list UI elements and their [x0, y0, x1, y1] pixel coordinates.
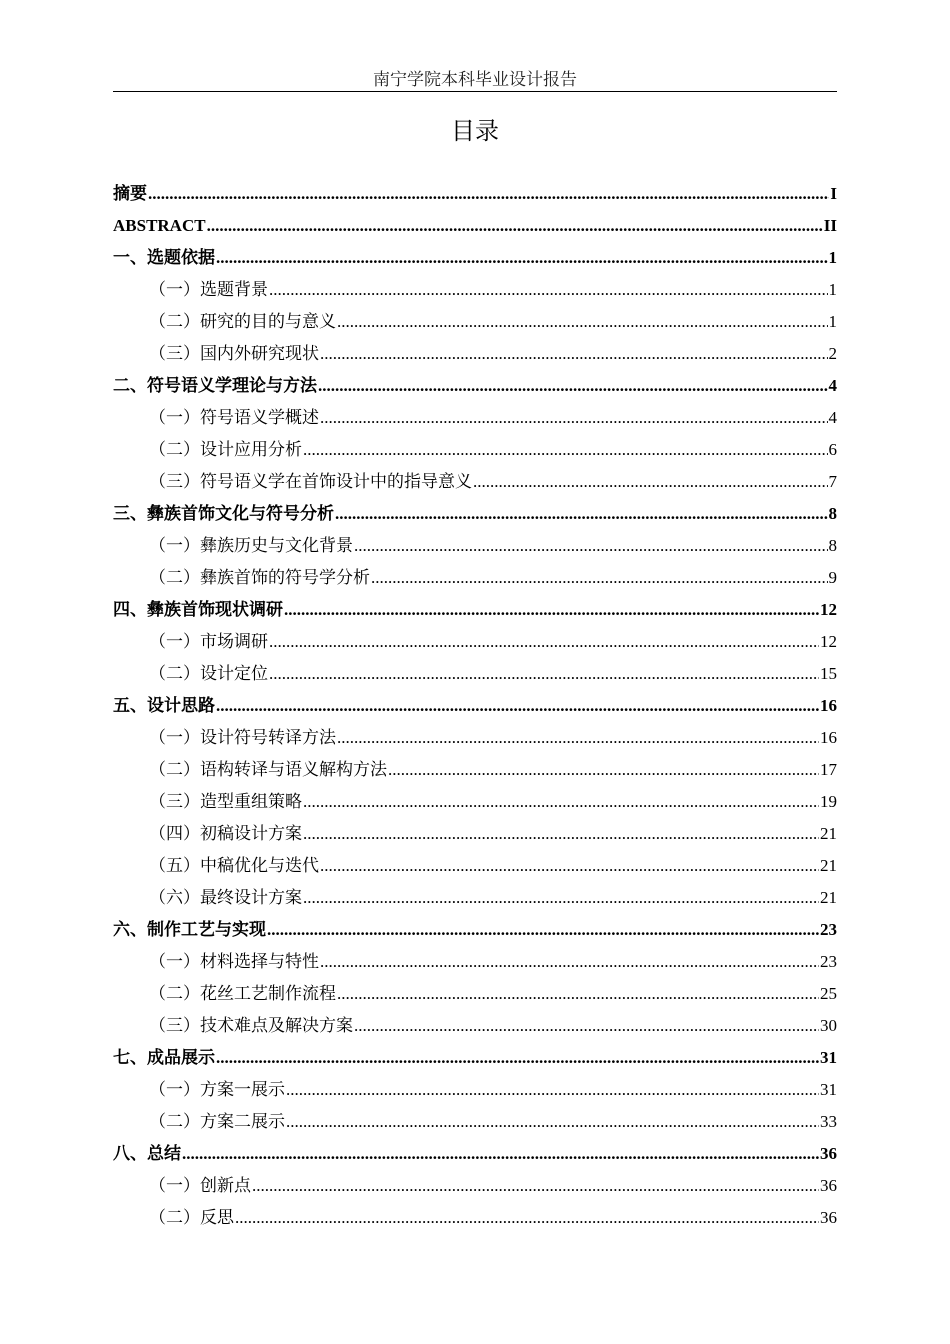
toc-entry-page: 16	[820, 696, 837, 715]
toc-entry-label: （二）反思	[149, 1208, 234, 1227]
toc-entry-page: II	[823, 216, 837, 235]
toc-entry[interactable]	[113, 1170, 837, 1202]
page-title: 目录	[451, 117, 499, 145]
toc-dot-leader	[267, 914, 819, 946]
toc-entry[interactable]	[113, 466, 837, 498]
toc-entry-page: 23	[820, 920, 837, 939]
toc-dot-leader	[320, 402, 828, 434]
toc-entry-page: 2	[828, 344, 837, 363]
toc-entry-label: （一）设计符号转译方法	[149, 728, 336, 747]
running-header: 南宁学院本科毕业设计报告	[373, 70, 577, 89]
toc-dot-leader	[303, 818, 819, 850]
toc-entry[interactable]	[113, 882, 837, 914]
toc-entry[interactable]	[113, 658, 837, 690]
toc-dot-leader	[269, 274, 828, 306]
toc-entry[interactable]	[113, 242, 837, 274]
toc-entry-page: 8	[828, 536, 837, 555]
toc-entry[interactable]	[113, 402, 837, 434]
toc-entry[interactable]	[113, 1010, 837, 1042]
toc-dot-leader	[216, 1042, 819, 1074]
toc-entry[interactable]	[113, 818, 837, 850]
toc-entry[interactable]	[113, 626, 837, 658]
toc-entry-page: I	[830, 184, 837, 203]
toc-entry[interactable]	[113, 210, 837, 242]
toc-entry-page: 1	[828, 280, 837, 299]
toc-entry-page: 36	[820, 1208, 837, 1227]
toc-dot-leader	[320, 338, 828, 370]
toc-entry[interactable]	[113, 978, 837, 1010]
toc-entry[interactable]	[113, 690, 837, 722]
toc-entry-label: （六）最终设计方案	[149, 888, 302, 907]
toc-entry[interactable]	[113, 850, 837, 882]
toc-entry-label: （一）市场调研	[149, 632, 268, 651]
toc-entry-label: （二）语构转译与语义解构方法	[149, 760, 387, 779]
toc-dot-leader	[320, 850, 819, 882]
toc-entry-label: 五、设计思路	[113, 696, 215, 715]
toc-entry[interactable]	[113, 786, 837, 818]
toc-dot-leader	[284, 594, 819, 626]
toc-entry-page: 15	[820, 664, 837, 683]
toc-entry-label: （一）创新点	[149, 1176, 251, 1195]
toc-dot-leader	[207, 210, 823, 242]
toc-entry[interactable]	[113, 1042, 837, 1074]
toc-entry[interactable]	[113, 1138, 837, 1170]
toc-entry-page: 30	[820, 1016, 837, 1035]
toc-dot-leader	[354, 530, 828, 562]
toc-entry[interactable]	[113, 306, 837, 338]
toc-dot-leader	[182, 1138, 819, 1170]
toc-entry[interactable]	[113, 914, 837, 946]
toc-dot-leader	[286, 1106, 819, 1138]
header-rule	[113, 91, 837, 92]
toc-entry[interactable]	[113, 754, 837, 786]
toc-entry-label: 二、符号语义学理论与方法	[113, 376, 317, 395]
toc-entry[interactable]	[113, 722, 837, 754]
toc-entry-label: （一）符号语义学概述	[149, 408, 319, 427]
toc-entry-label: （一）材料选择与特性	[149, 952, 319, 971]
toc-entry[interactable]	[113, 1106, 837, 1138]
toc-entry-page: 17	[820, 760, 837, 779]
toc-entry-page: 25	[820, 984, 837, 1003]
toc-entry-label: （五）中稿优化与迭代	[149, 856, 319, 875]
toc-dot-leader	[337, 722, 819, 754]
toc-entry-label: （一）选题背景	[149, 280, 268, 299]
toc-entry[interactable]	[113, 338, 837, 370]
toc-entry[interactable]	[113, 594, 837, 626]
toc-entry-page: 36	[820, 1176, 837, 1195]
toc-entry-label: （三）技术难点及解决方案	[149, 1016, 353, 1035]
toc-dot-leader	[473, 466, 828, 498]
toc-entry-label: 摘要	[113, 184, 147, 203]
toc-dot-leader	[335, 498, 828, 530]
toc-dot-leader	[235, 1202, 819, 1234]
toc-entry-label: 一、选题依据	[113, 248, 215, 267]
toc-dot-leader	[320, 946, 819, 978]
toc-dot-leader	[354, 1010, 819, 1042]
toc-dot-leader	[286, 1074, 819, 1106]
toc-entry-page: 12	[820, 632, 837, 651]
toc-entry-label: （二）设计应用分析	[149, 440, 302, 459]
toc-entry[interactable]	[113, 370, 837, 402]
toc-entry[interactable]	[113, 498, 837, 530]
toc-entry[interactable]	[113, 274, 837, 306]
toc-entry-label: ABSTRACT	[113, 216, 206, 235]
toc-entry-page: 16	[820, 728, 837, 747]
toc-entry[interactable]	[113, 1074, 837, 1106]
toc-entry-page: 9	[828, 568, 837, 587]
toc-entry[interactable]	[113, 1202, 837, 1234]
toc-entry-label: 六、制作工艺与实现	[113, 920, 266, 939]
toc-dot-leader	[337, 978, 819, 1010]
toc-dot-leader	[148, 178, 829, 210]
toc-entry-page: 4	[828, 408, 837, 427]
toc-entry-page: 23	[820, 952, 837, 971]
toc-dot-leader	[318, 370, 828, 402]
toc-entry-page: 31	[820, 1048, 837, 1067]
toc-entry-label: （三）造型重组策略	[149, 792, 302, 811]
toc-dot-leader	[303, 882, 819, 914]
toc-entry-page: 6	[828, 440, 837, 459]
toc-entry-page: 1	[828, 248, 837, 267]
toc-entry-label: （四）初稿设计方案	[149, 824, 302, 843]
toc-entry-label: （三）符号语义学在首饰设计中的指导意义	[149, 472, 472, 491]
toc-entry-page: 21	[820, 824, 837, 843]
toc-entry[interactable]	[113, 530, 837, 562]
toc-dot-leader	[252, 1170, 819, 1202]
toc-entry[interactable]	[113, 946, 837, 978]
toc-entry-label: 三、彝族首饰文化与符号分析	[113, 504, 334, 523]
toc-dot-leader	[269, 658, 819, 690]
toc-dot-leader	[216, 242, 828, 274]
toc-entry-label: （二）方案二展示	[149, 1112, 285, 1131]
toc-entry[interactable]	[113, 434, 837, 466]
toc-entry-page: 31	[820, 1080, 837, 1099]
toc-entry-label: （二）花丝工艺制作流程	[149, 984, 336, 1003]
toc-entry-label: （二）研究的目的与意义	[149, 312, 336, 331]
toc-entry-page: 33	[820, 1112, 837, 1131]
toc-dot-leader	[337, 306, 828, 338]
toc-entry[interactable]	[113, 562, 837, 594]
toc-entry-label: 八、总结	[113, 1144, 181, 1163]
toc-dot-leader	[388, 754, 819, 786]
toc-entry-page: 12	[820, 600, 837, 619]
toc-entry[interactable]	[113, 178, 837, 210]
toc-dot-leader	[269, 626, 819, 658]
toc-entry-page: 8	[828, 504, 837, 523]
toc-entry-page: 21	[820, 888, 837, 907]
toc-entry-page: 21	[820, 856, 837, 875]
toc-dot-leader	[216, 690, 819, 722]
toc-entry-page: 36	[820, 1144, 837, 1163]
toc-entry-label: （三）国内外研究现状	[149, 344, 319, 363]
toc-dot-leader	[303, 434, 828, 466]
toc-entry-label: 四、彝族首饰现状调研	[113, 600, 283, 619]
toc-dot-leader	[303, 786, 819, 818]
toc-entry-page: 19	[820, 792, 837, 811]
toc-entry-page: 1	[828, 312, 837, 331]
toc-entry-label: （二）彝族首饰的符号学分析	[149, 568, 370, 587]
toc-entry-page: 4	[828, 376, 837, 395]
toc-entry-label: （二）设计定位	[149, 664, 268, 683]
toc-entry-label: 七、成品展示	[113, 1048, 215, 1067]
toc-dot-leader	[371, 562, 828, 594]
toc-entry-label: （一）方案一展示	[149, 1080, 285, 1099]
toc-entry-label: （一）彝族历史与文化背景	[149, 536, 353, 555]
toc-entry-page: 7	[828, 472, 837, 491]
table-of-contents	[113, 178, 837, 1234]
